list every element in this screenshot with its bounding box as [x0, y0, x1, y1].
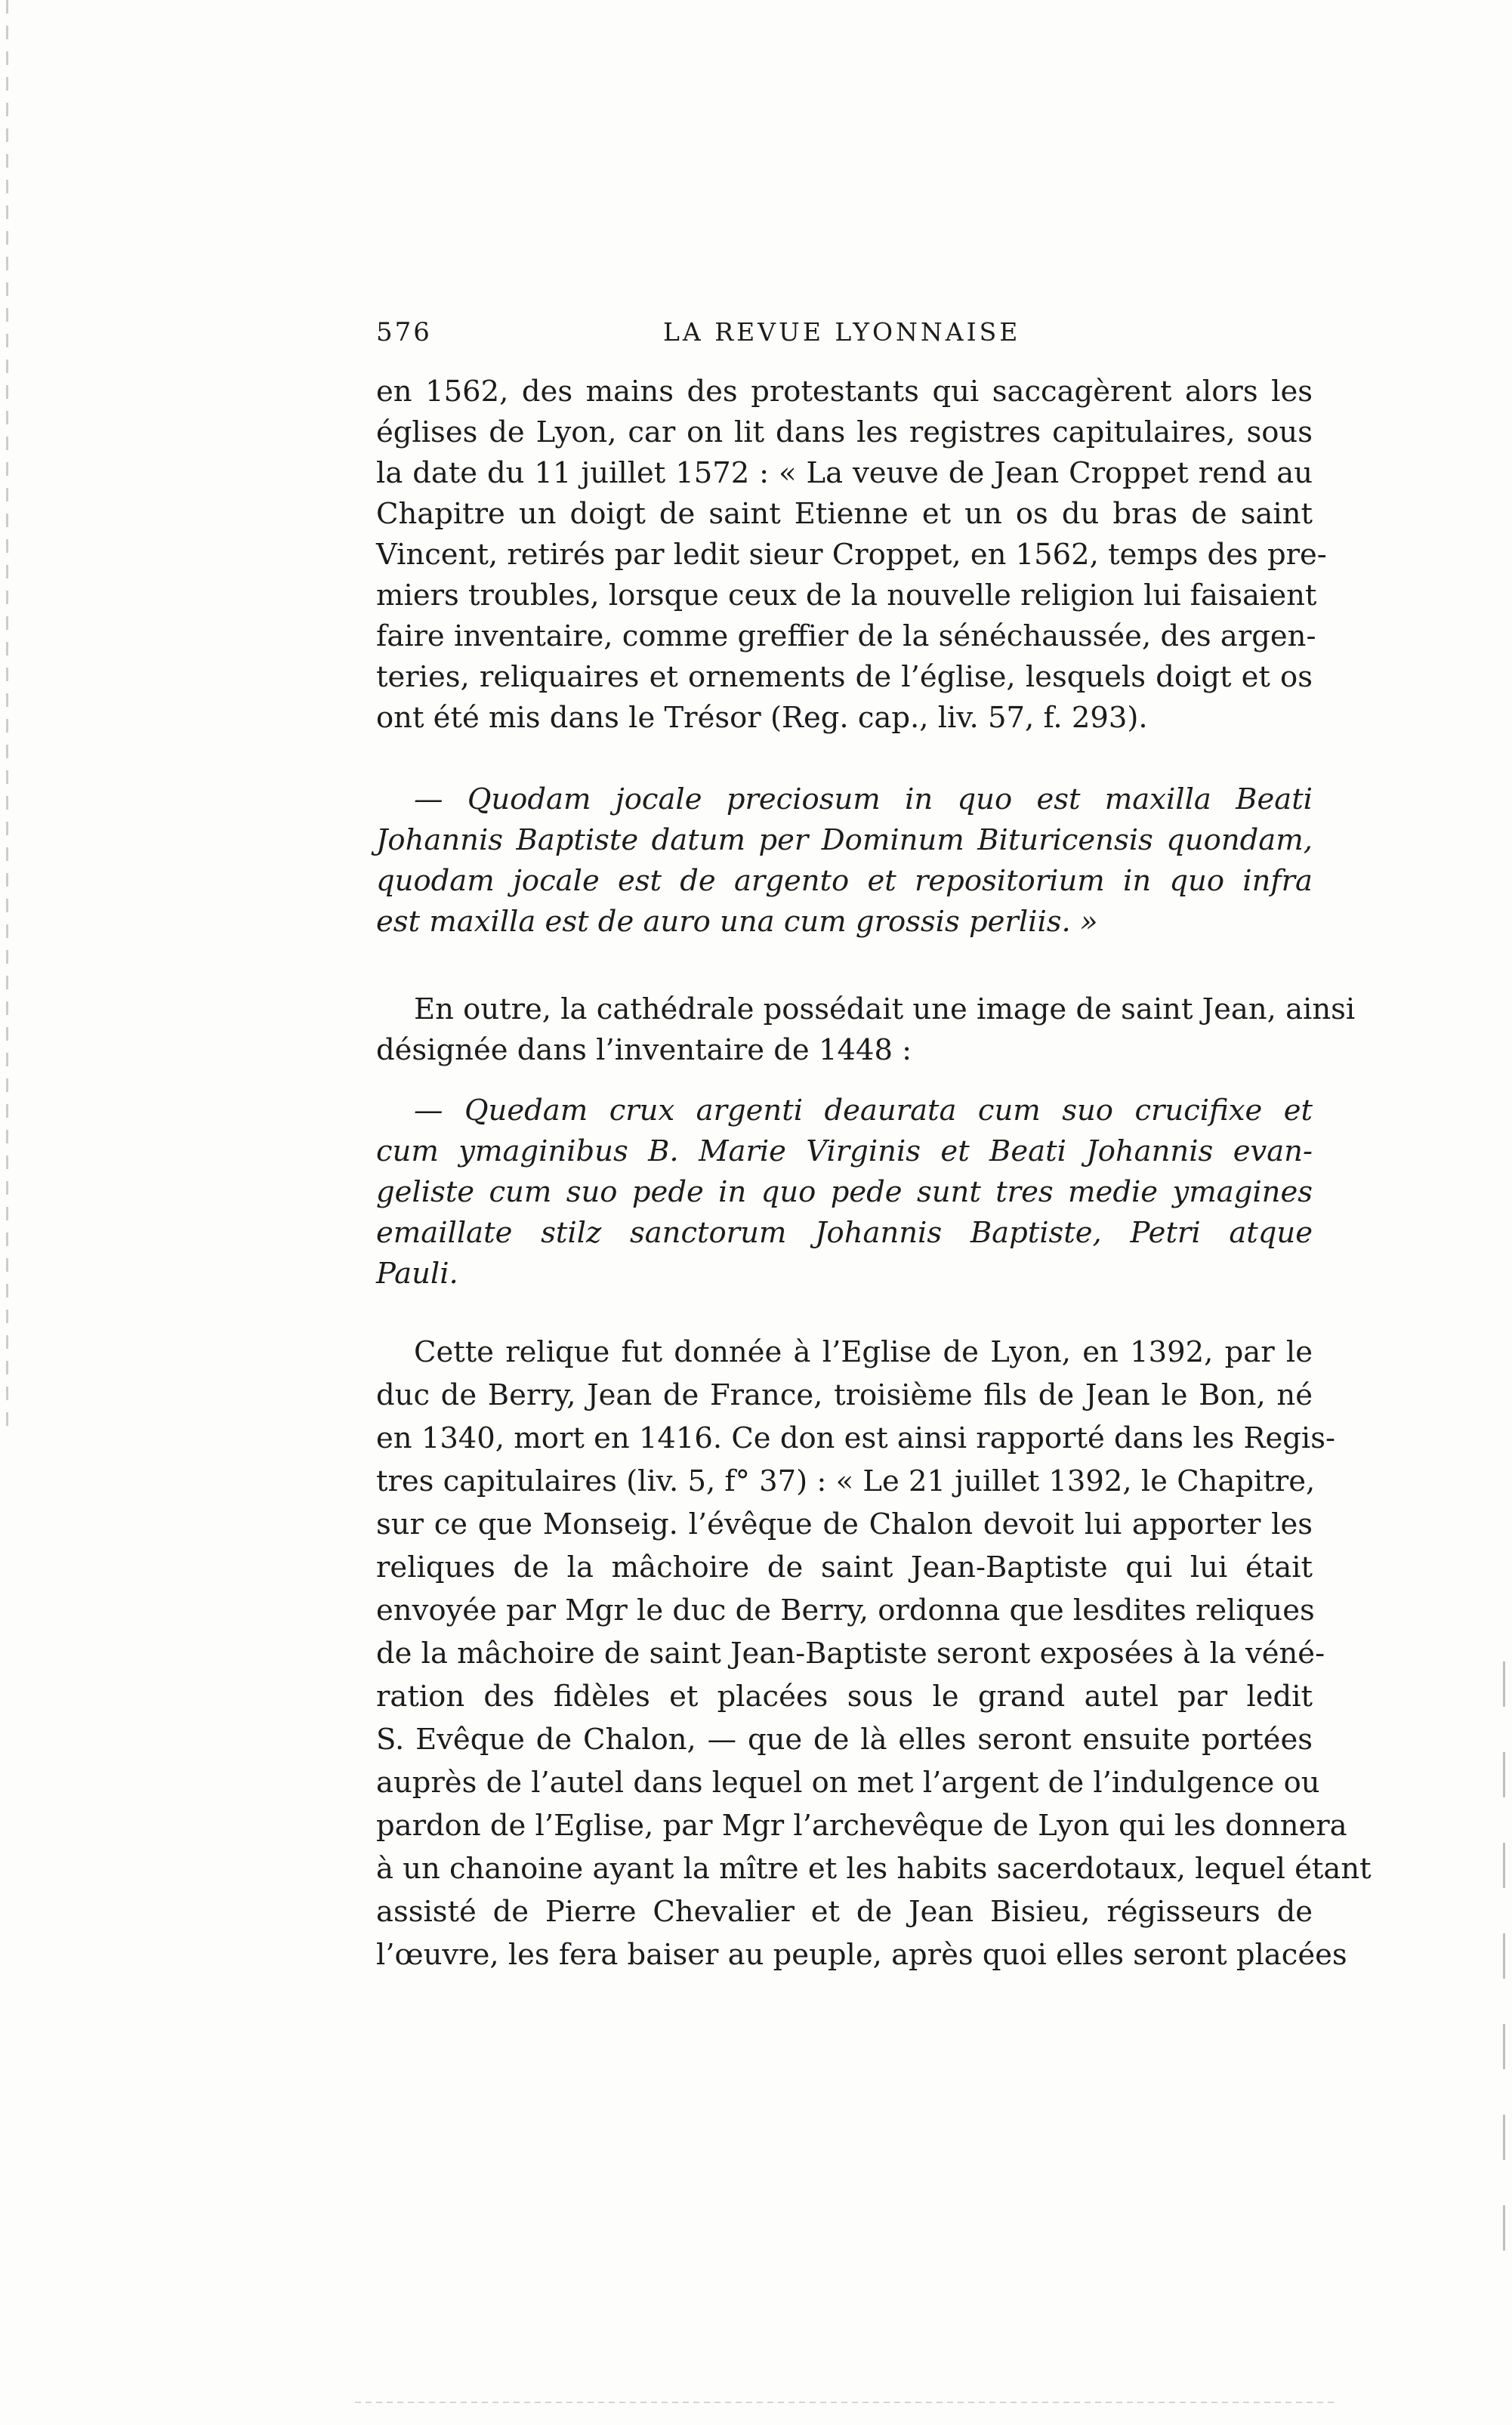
scan-edge-right [1503, 1661, 1505, 2266]
text-line: En outre, la cathédrale possédait une image de saint Jean, ainsi [414, 992, 1356, 1026]
text-line: Vincent, retirés par ledit sieur Croppet, en 1562, temps des pre- [376, 538, 1327, 572]
text-line: sur ce que Monseig. l’évêque de Chalon devoit lui apporter les [376, 1507, 1313, 1541]
text-line: de la mâchoire de saint Jean-Baptiste seront exposées à la véné- [376, 1637, 1325, 1671]
text-line: geliste cum suo pede in quo pede sunt tres medie ymagines [376, 1175, 1313, 1209]
scan-edge-bottom [355, 2402, 1337, 2403]
text-line: quodam jocale est de argento et repositorium in quo infra [376, 864, 1313, 898]
text-line: miers troubles, lorsque ceux de la nouvelle religion lui faisaient [376, 578, 1317, 612]
text-line: cum ymaginibus B. Marie Virginis et Beati Johannis evan- [376, 1134, 1313, 1168]
text-line: est maxilla est de auro una cum grossis perliis. » [376, 905, 1098, 939]
text-line: ration des fidèles et placées sous le grand autel par ledit [376, 1680, 1313, 1714]
text-line: en 1340, mort en 1416. Ce don est ainsi rapporté dans les Regis- [376, 1421, 1336, 1455]
text-line: tres capitulaires (liv. 5, f° 37) : « Le 21 juillet 1392, le Chapitre, [376, 1464, 1316, 1498]
text-line: emaillate stilz sanctorum Johannis Baptiste, Petri atque [376, 1216, 1313, 1250]
text-line: auprès de l’autel dans lequel on met l’argent de l’indulgence ou [376, 1766, 1320, 1800]
scan-edge-left [6, 0, 8, 1435]
text-line: faire inventaire, comme greffier de la sénéchaussée, des argen- [376, 619, 1316, 653]
text-line: ont été mis dans le Trésor (Reg. cap., liv. 57, f. 293). [376, 701, 1148, 735]
text-line: reliques de la mâchoire de saint Jean-Baptiste qui lui était [376, 1550, 1313, 1584]
text-line: — Quedam crux argenti deaurata cum suo crucifixe et [414, 1094, 1313, 1128]
text-line: duc de Berry, Jean de France, troisième fils de Jean le Bon, né [376, 1378, 1313, 1412]
text-line: Chapitre un doigt de saint Etienne et un os du bras de saint [376, 497, 1313, 531]
text-line: — Quodam jocale preciosum in quo est maxilla Beati [414, 782, 1313, 816]
text-line: teries, reliquaires et ornements de l’église, lesquels doigt et os [376, 660, 1313, 694]
text-line: Johannis Baptiste datum per Dominum Bituricensis quondam, [376, 823, 1313, 857]
journal-title: LA REVUE LYONNAISE [663, 317, 1021, 347]
text-line: l’œuvre, les fera baiser au peuple, après quoi elles seront placées [376, 1938, 1347, 1972]
text-line: envoyée par Mgr le duc de Berry, ordonna que lesdites reliques [376, 1594, 1315, 1627]
text-line: églises de Lyon, car on lit dans les registres capitulaires, sous [376, 415, 1313, 449]
page-number: 576 [376, 317, 432, 347]
running-head [376, 317, 1131, 363]
text-line: S. Evêque de Chalon, — que de là elles seront ensuite portées [376, 1723, 1313, 1757]
text-line: pardon de l’Eglise, par Mgr l’archevêque de Lyon qui les donnera [376, 1809, 1347, 1843]
text-line: en 1562, des mains des protestants qui saccagèrent alors les [376, 375, 1313, 409]
text-line: à un chanoine ayant la mître et les habits sacerdotaux, lequel étant [376, 1852, 1372, 1886]
text-line: désignée dans l’inventaire de 1448 : [376, 1033, 912, 1067]
text-line: la date du 11 juillet 1572 : « La veuve de Jean Croppet rend au [376, 456, 1313, 490]
text-line: Pauli. [376, 1257, 458, 1291]
text-line: Cette relique fut donnée à l’Eglise de Lyon, en 1392, par le [414, 1335, 1313, 1369]
text-line: assisté de Pierre Chevalier et de Jean Bisieu, régisseurs de [376, 1895, 1313, 1929]
